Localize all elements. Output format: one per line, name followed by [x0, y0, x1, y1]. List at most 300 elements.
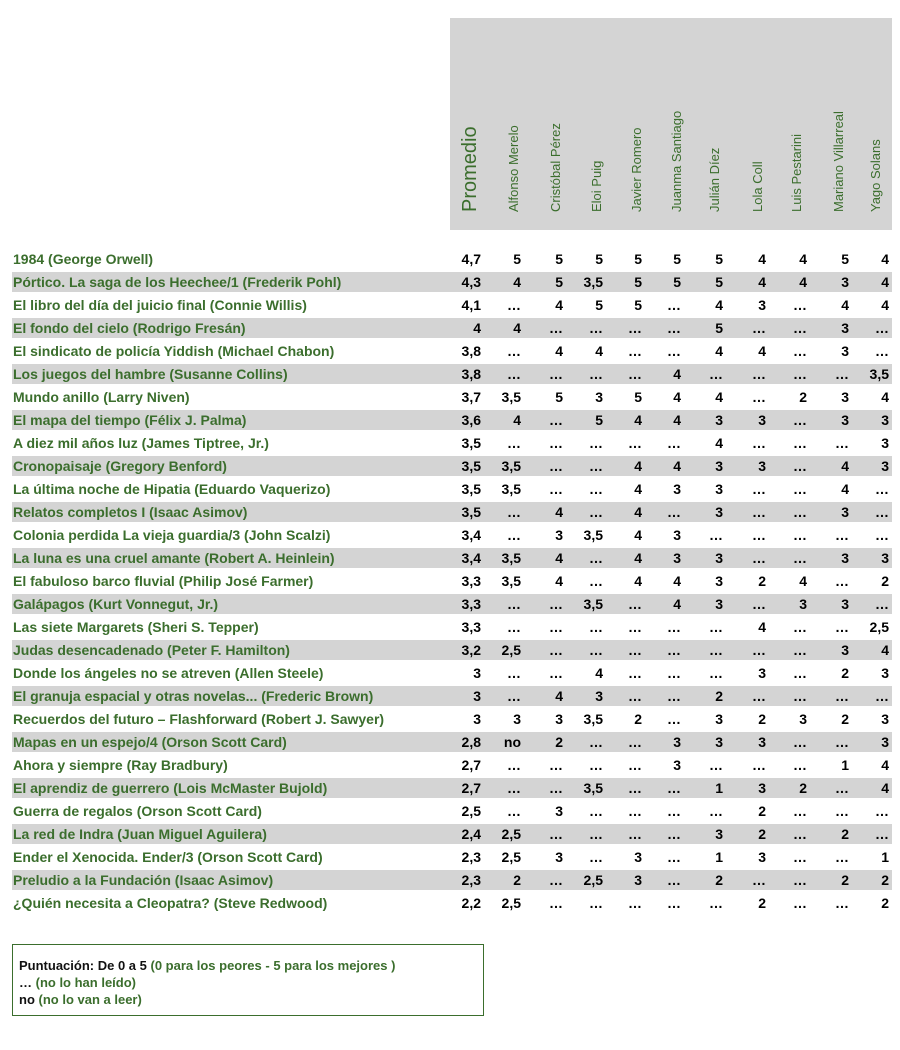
rating-cell: 3 [841, 274, 849, 290]
average-score: 3,3 [461, 619, 481, 635]
rating-cell: … [875, 320, 889, 336]
rating-cell: 5 [595, 297, 603, 313]
book-title: Recuerdos del futuro – Flashforward (Robert J. Sawyer) [13, 711, 385, 727]
rating-cell: … [709, 895, 723, 911]
rating-cell: … [709, 527, 723, 543]
average-score: 3,5 [461, 481, 481, 497]
rating-cell: 5 [595, 412, 603, 428]
rating-cell: … [507, 619, 521, 635]
rating-cell: 4 [881, 642, 889, 658]
rating-cell: … [793, 895, 807, 911]
rating-cell: … [507, 757, 521, 773]
rating-cell: 3 [673, 527, 681, 543]
rating-cell: 2,5 [869, 619, 889, 635]
average-score: 3,8 [461, 343, 481, 359]
rating-cell: … [589, 435, 603, 451]
rating-cell: 1 [841, 757, 849, 773]
table-row [12, 364, 892, 384]
rating-cell: … [752, 435, 766, 451]
rating-cell: 4 [555, 573, 563, 589]
rating-cell: … [752, 550, 766, 566]
rating-cell: … [835, 734, 849, 750]
rating-cell: … [793, 826, 807, 842]
rating-cell: 2 [841, 711, 849, 727]
legend-box [12, 944, 484, 1016]
rating-cell: 4 [841, 481, 849, 497]
legend-ellipsis-label: … [19, 975, 32, 990]
table-row [12, 525, 892, 545]
rating-cell: 3 [799, 596, 807, 612]
rating-cell: … [549, 366, 563, 382]
rating-cell: … [752, 872, 766, 888]
rating-cell: … [507, 803, 521, 819]
rating-cell: 5 [634, 297, 642, 313]
rating-cell: 3,5 [501, 481, 521, 497]
table-row [12, 272, 892, 292]
table-row [12, 594, 892, 614]
rating-cell: … [709, 803, 723, 819]
rating-cell: 1 [881, 849, 889, 865]
table-row [12, 548, 892, 568]
rating-cell: … [793, 412, 807, 428]
rating-cell: 2 [799, 389, 807, 405]
rating-cell: … [549, 826, 563, 842]
rating-cell: 3 [513, 711, 521, 727]
rating-cell: … [589, 849, 603, 865]
rating-cell: no [503, 734, 521, 750]
rating-cell: 3 [634, 872, 642, 888]
rating-cell: … [835, 849, 849, 865]
table-row [12, 893, 892, 913]
rating-cell: … [628, 895, 642, 911]
table-row [12, 755, 892, 775]
rating-cell: … [793, 504, 807, 520]
rating-cell: 4 [673, 366, 681, 382]
rating-cell: 3 [595, 688, 603, 704]
rating-cell: … [549, 619, 563, 635]
column-header: Julián Díez [707, 147, 722, 212]
book-title: Preludio a la Fundación (Isaac Asimov) [13, 872, 274, 888]
table-row [12, 456, 892, 476]
rating-cell: 3 [881, 458, 889, 474]
rating-cell: … [549, 642, 563, 658]
rating-cell: 4 [758, 619, 766, 635]
average-score: 3,3 [461, 573, 481, 589]
rating-cell: 3 [555, 711, 563, 727]
rating-cell: … [667, 435, 681, 451]
rating-cell: 3,5 [501, 573, 521, 589]
rating-cell: … [709, 665, 723, 681]
table-row [12, 663, 892, 683]
table-row [12, 295, 892, 315]
average-score: 3 [473, 688, 481, 704]
column-header: Yago Solans [868, 139, 883, 212]
average-score: 4,3 [461, 274, 481, 290]
rating-cell: 3 [715, 711, 723, 727]
rating-cell: … [667, 895, 681, 911]
rating-cell: … [793, 688, 807, 704]
rating-cell: 2 [715, 688, 723, 704]
rating-cell: … [549, 872, 563, 888]
rating-cell: … [835, 895, 849, 911]
rating-cell: 4 [715, 343, 723, 359]
rating-cell: 3 [555, 527, 563, 543]
rating-cell: 4 [881, 780, 889, 796]
table-row [12, 502, 892, 522]
rating-cell: … [667, 619, 681, 635]
rating-cell: … [875, 596, 889, 612]
table-row [12, 801, 892, 821]
rating-cell: 2 [841, 665, 849, 681]
rating-cell: 3 [715, 481, 723, 497]
rating-cell: … [752, 389, 766, 405]
average-score: 3 [473, 711, 481, 727]
book-title: Colonia perdida La vieja guardia/3 (John Scalzi) [13, 527, 331, 543]
rating-cell: 2 [758, 803, 766, 819]
rating-cell: … [793, 458, 807, 474]
rating-cell: … [549, 320, 563, 336]
rating-cell: … [549, 895, 563, 911]
rating-cell: … [793, 849, 807, 865]
average-score: 2,3 [461, 872, 481, 888]
average-score: 2,2 [461, 895, 481, 911]
rating-cell: … [549, 458, 563, 474]
average-score: 4 [473, 320, 481, 336]
rating-cell: 3 [758, 849, 766, 865]
rating-cell: 2 [841, 872, 849, 888]
rating-cell: … [628, 688, 642, 704]
rating-cell: … [507, 343, 521, 359]
rating-cell: … [667, 343, 681, 359]
rating-cell: 3 [715, 826, 723, 842]
rating-cell: … [752, 320, 766, 336]
table-row [12, 571, 892, 591]
book-title: El sindicato de policía Yiddish (Michael Chabon) [13, 343, 335, 359]
legend-no-desc: (no lo van a leer) [38, 992, 142, 1007]
rating-cell: … [793, 435, 807, 451]
rating-cell: 5 [634, 251, 642, 267]
rating-cell: 4 [673, 458, 681, 474]
rating-cell: 2 [758, 895, 766, 911]
column-header: Juanma Santiago [669, 110, 684, 212]
rating-cell: 3,5 [583, 780, 603, 796]
rating-cell: 4 [715, 389, 723, 405]
rating-cell: … [507, 780, 521, 796]
rating-cell: 5 [715, 320, 723, 336]
rating-cell: 4 [634, 550, 642, 566]
rating-cell: 2 [881, 872, 889, 888]
rating-cell: … [875, 504, 889, 520]
rating-cell: … [752, 481, 766, 497]
table-row [12, 709, 892, 729]
rating-cell: 1 [715, 849, 723, 865]
rating-cell: 3 [841, 596, 849, 612]
rating-cell: 3 [555, 803, 563, 819]
table-row [12, 433, 892, 453]
table-row [12, 341, 892, 361]
rating-cell: … [835, 366, 849, 382]
rating-cell: … [875, 343, 889, 359]
rating-cell: 4 [555, 688, 563, 704]
column-header: Mariano Villarreal [831, 111, 846, 212]
book-title: El mapa del tiempo (Félix J. Palma) [13, 412, 247, 428]
rating-cell: … [507, 596, 521, 612]
rating-cell: … [507, 366, 521, 382]
rating-cell: … [667, 504, 681, 520]
rating-cell: … [793, 527, 807, 543]
column-header: Cristóbal Pérez [548, 123, 563, 212]
rating-cell: 4 [595, 343, 603, 359]
table-row [12, 732, 892, 752]
rating-cell: 3 [758, 412, 766, 428]
average-score: 3 [473, 665, 481, 681]
table-row [12, 387, 892, 407]
rating-cell: … [793, 366, 807, 382]
rating-cell: … [549, 435, 563, 451]
book-title: El granuja espacial y otras novelas... (Frederic Brown) [13, 688, 374, 704]
book-title: Donde los ángeles no se atreven (Allen Steele) [13, 665, 324, 681]
rating-cell: … [835, 780, 849, 796]
rating-cell: 5 [673, 251, 681, 267]
book-title: El fondo del cielo (Rodrigo Fresán) [13, 320, 246, 336]
rating-cell: … [875, 826, 889, 842]
rating-cell: … [667, 872, 681, 888]
rating-cell: 4 [758, 274, 766, 290]
rating-cell: 4 [555, 297, 563, 313]
rating-cell: … [875, 481, 889, 497]
rating-cell: … [628, 320, 642, 336]
rating-cell: … [628, 435, 642, 451]
column-header: Luis Pestarini [789, 133, 804, 212]
column-header: Promedio [459, 126, 481, 212]
rating-cell: … [589, 550, 603, 566]
rating-cell: … [752, 527, 766, 543]
rating-cell: … [507, 435, 521, 451]
rating-cell: 3 [758, 665, 766, 681]
book-title: Pórtico. La saga de los Heechee/1 (Frederik Pohl) [13, 274, 342, 290]
rating-cell: 3 [595, 389, 603, 405]
rating-cell: … [835, 527, 849, 543]
rating-cell: 3 [841, 642, 849, 658]
rating-cell: … [628, 734, 642, 750]
book-title: Guerra de regalos (Orson Scott Card) [13, 803, 262, 819]
rating-cell: 5 [513, 251, 521, 267]
rating-cell: … [628, 780, 642, 796]
rating-cell: 3,5 [501, 550, 521, 566]
rating-cell: … [667, 320, 681, 336]
average-score: 3,8 [461, 366, 481, 382]
rating-cell: … [752, 688, 766, 704]
average-score: 2,4 [461, 826, 481, 842]
rating-cell: 3 [715, 550, 723, 566]
rating-cell: 3 [715, 504, 723, 520]
average-score: 3,5 [461, 504, 481, 520]
book-title: Relatos completos I (Isaac Asimov) [13, 504, 248, 520]
rating-cell: 5 [673, 274, 681, 290]
average-score: 2,7 [461, 757, 481, 773]
rating-cell: 3 [841, 504, 849, 520]
rating-cell: … [793, 872, 807, 888]
legend-line-1 [19, 957, 477, 974]
rating-cell: 2,5 [501, 642, 521, 658]
rating-cell: … [507, 688, 521, 704]
rating-cell: 3,5 [501, 458, 521, 474]
rating-cell: 3 [881, 550, 889, 566]
rating-cell: 4 [881, 389, 889, 405]
rating-cell: 4 [881, 274, 889, 290]
rating-cell: 5 [555, 389, 563, 405]
average-score: 2,7 [461, 780, 481, 796]
rating-cell: … [628, 343, 642, 359]
rating-cell: 3 [673, 550, 681, 566]
rating-cell: 4 [881, 297, 889, 313]
average-score: 4,1 [461, 297, 481, 313]
rating-cell: 3,5 [583, 527, 603, 543]
rating-cell: 5 [841, 251, 849, 267]
legend-scale-desc: (0 para los peores - 5 para los mejores ) [150, 958, 396, 973]
rating-cell: 5 [715, 274, 723, 290]
rating-cell: 4 [513, 320, 521, 336]
rating-cell: 3 [715, 596, 723, 612]
rating-cell: … [589, 757, 603, 773]
rating-cell: 3 [673, 481, 681, 497]
rating-cell: … [507, 665, 521, 681]
rating-cell: … [667, 826, 681, 842]
rating-cell: 5 [555, 251, 563, 267]
rating-cell: … [793, 665, 807, 681]
rating-cell: … [709, 619, 723, 635]
rating-cell: … [589, 458, 603, 474]
rating-cell: … [709, 757, 723, 773]
rating-cell: 4 [634, 504, 642, 520]
rating-cell: … [835, 688, 849, 704]
rating-cell: 3 [841, 550, 849, 566]
rating-cell: 2,5 [501, 895, 521, 911]
rating-cell: 3,5 [583, 596, 603, 612]
rating-cell: 3 [715, 734, 723, 750]
rating-cell: 4 [673, 573, 681, 589]
rating-cell: 4 [634, 458, 642, 474]
rating-cell: … [589, 573, 603, 589]
book-title: El libro del día del juicio final (Connie Willis) [13, 297, 307, 313]
rating-cell: 2 [634, 711, 642, 727]
average-score: 4,7 [461, 251, 481, 267]
legend-line-2 [19, 974, 477, 991]
book-title: Judas desencadenado (Peter F. Hamilton) [13, 642, 290, 658]
rating-cell: 3 [715, 458, 723, 474]
column-header: Javier Romero [629, 127, 644, 212]
rating-cell: 4 [841, 297, 849, 313]
rating-cell: … [589, 642, 603, 658]
rating-cell: 3 [881, 711, 889, 727]
rating-cell: … [793, 642, 807, 658]
table-row [12, 686, 892, 706]
rating-cell: … [875, 527, 889, 543]
rating-cell: … [549, 780, 563, 796]
rating-cell: 4 [673, 389, 681, 405]
rating-cell: 3 [758, 458, 766, 474]
rating-cell: … [507, 527, 521, 543]
rating-cell: 4 [513, 412, 521, 428]
rating-cell: 3 [841, 412, 849, 428]
rating-cell: … [793, 481, 807, 497]
column-header: Lola Coll [750, 161, 765, 212]
table-row [12, 479, 892, 499]
rating-cell: 2,5 [501, 849, 521, 865]
average-score: 3,2 [461, 642, 481, 658]
rating-cell: … [752, 504, 766, 520]
rating-cell: … [628, 803, 642, 819]
rating-cell: … [835, 435, 849, 451]
rating-cell: … [752, 596, 766, 612]
table-row [12, 249, 892, 269]
rating-cell: … [793, 619, 807, 635]
rating-cell: 2 [555, 734, 563, 750]
rating-cell: 3 [673, 757, 681, 773]
rating-cell: 3 [881, 435, 889, 451]
rating-cell: 4 [841, 458, 849, 474]
rating-cell: 2 [715, 872, 723, 888]
table-row [12, 318, 892, 338]
rating-cell: … [628, 665, 642, 681]
rating-cell: … [793, 320, 807, 336]
rating-cell: 4 [758, 343, 766, 359]
rating-cell: … [752, 642, 766, 658]
rating-cell: 4 [634, 573, 642, 589]
rating-cell: 4 [881, 251, 889, 267]
rating-cell: 4 [634, 412, 642, 428]
rating-cell: … [667, 665, 681, 681]
rating-cell: 5 [634, 274, 642, 290]
rating-cell: 4 [634, 527, 642, 543]
rating-cell: 4 [673, 412, 681, 428]
rating-cell: 4 [555, 504, 563, 520]
rating-cell: 3 [881, 412, 889, 428]
book-title: La luna es una cruel amante (Robert A. Heinlein) [13, 550, 335, 566]
rating-cell: 3,5 [583, 274, 603, 290]
rating-cell: 4 [513, 274, 521, 290]
book-title: A diez mil años luz (James Tiptree, Jr.) [13, 435, 269, 451]
rating-cell: 2 [799, 780, 807, 796]
rating-cell: … [709, 366, 723, 382]
book-title: El fabuloso barco fluvial (Philip José Farmer) [13, 573, 314, 589]
rating-cell: 4 [715, 297, 723, 313]
rating-cell: … [589, 619, 603, 635]
rating-cell: … [667, 688, 681, 704]
rating-cell: 2 [881, 895, 889, 911]
rating-cell: 3,5 [583, 711, 603, 727]
rating-cell: … [667, 642, 681, 658]
rating-cell: 5 [555, 274, 563, 290]
table-row [12, 847, 892, 867]
rating-cell: 3 [758, 780, 766, 796]
legend-ellipsis-desc: (no lo han leído) [35, 975, 137, 990]
rating-cell: … [835, 573, 849, 589]
rating-cell: 3 [841, 389, 849, 405]
rating-cell: 5 [595, 251, 603, 267]
rating-cell: 2,5 [501, 826, 521, 842]
rating-cell: 2,5 [583, 872, 603, 888]
average-score: 3,6 [461, 412, 481, 428]
rating-cell: 4 [799, 251, 807, 267]
rating-cell: 4 [799, 573, 807, 589]
rating-cell: 4 [555, 343, 563, 359]
rating-cell: … [589, 803, 603, 819]
legend-line-3 [19, 991, 477, 1008]
rating-cell: 3 [715, 412, 723, 428]
rating-cell: … [667, 297, 681, 313]
rating-cell: … [628, 366, 642, 382]
